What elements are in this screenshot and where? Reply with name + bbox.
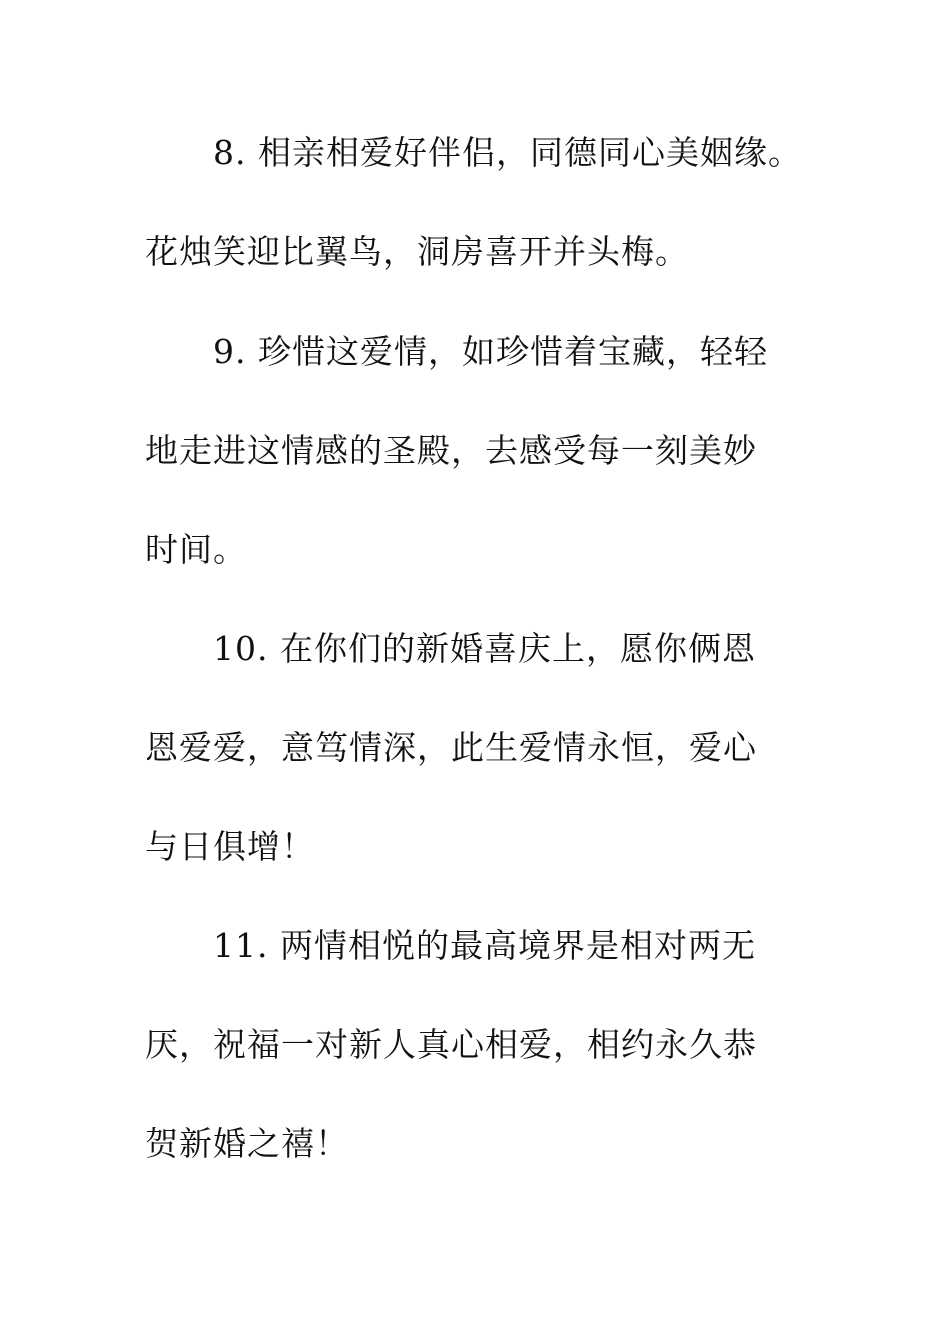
paragraph-line: 厌，祝福一对新人真心相爱，相约永久恭 bbox=[145, 1025, 757, 1064]
paragraph-line: 恩爱爱，意笃情深，此生爱情永恒，爱心 bbox=[145, 728, 757, 767]
paragraph-line: 11. 两情相悦的最高境界是相对两无 bbox=[213, 926, 756, 965]
paragraph-line: 贺新婚之禧！ bbox=[145, 1124, 349, 1163]
paragraph-line: 10. 在你们的新婚喜庆上，愿你俩恩 bbox=[213, 629, 756, 668]
paragraph-line: 与日俱增！ bbox=[145, 827, 315, 866]
paragraph-line: 时间。 bbox=[145, 530, 247, 569]
paragraph-line: 8. 相亲相爱好伴侣，同德同心美姻缘。 bbox=[213, 133, 802, 172]
paragraph-line: 花烛笑迎比翼鸟，洞房喜开并头梅。 bbox=[145, 232, 689, 271]
paragraph-line: 地走进这情感的圣殿，去感受每一刻美妙 bbox=[145, 431, 757, 470]
paragraph-line: 9. 珍惜这爱情，如珍惜着宝藏，轻轻 bbox=[213, 332, 768, 371]
